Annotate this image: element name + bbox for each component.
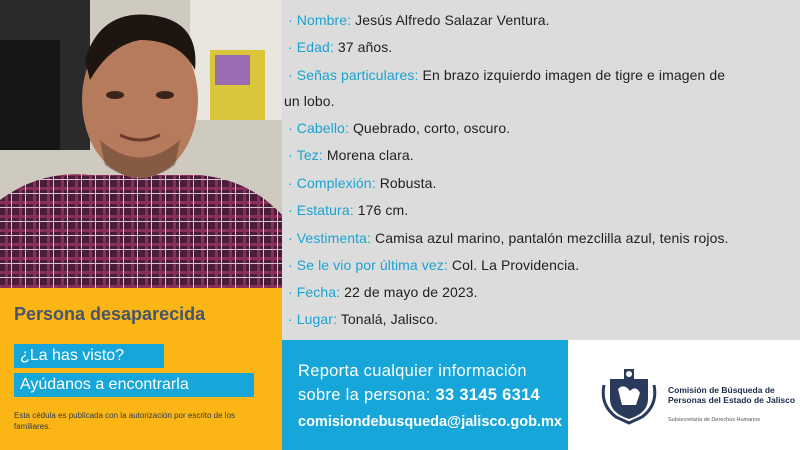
report-line-2: sobre la persona: 33 3145 6314 xyxy=(298,386,541,404)
details-panel xyxy=(282,0,800,340)
missing-person-photo xyxy=(0,0,282,288)
ayudanos-label: Ayúdanos a encontrarla xyxy=(14,373,254,397)
field-senas: · Señas particulares: En brazo izquierdo imagen de tigre e imagen de xyxy=(288,67,726,83)
phone-number: 33 3145 6314 xyxy=(435,386,541,404)
field-lugar: · Lugar: Tonalá, Jalisco. xyxy=(288,311,439,327)
org-subtitle: Subsecretaría de Derechos Humanos xyxy=(668,417,761,423)
field-estatura: · Estatura: 176 cm. xyxy=(288,202,409,218)
field-vestimenta: · Vestimenta: Camisa azul marino, pantalón mezclilla azul, tenis rojos. xyxy=(288,230,729,246)
report-panel xyxy=(282,340,568,450)
jalisco-seal-icon xyxy=(596,365,662,432)
org-name: Comisión de Búsqueda de Personas del Estado de Jalisco xyxy=(668,385,796,405)
field-tez: · Tez: Morena clara. xyxy=(288,147,414,163)
contact-email: comisiondebusqueda@jalisco.gob.mx xyxy=(298,414,562,430)
org-panel xyxy=(568,340,800,450)
field-fecha: · Fecha: 22 de mayo de 2023. xyxy=(288,284,478,300)
field-senas-cont: un lobo. xyxy=(284,93,335,109)
report-line-1: Reporta cualquier información xyxy=(298,362,527,380)
field-ultima-vez: · Se le vio por última vez: Col. La Providencia. xyxy=(288,257,580,273)
field-cabello: · Cabello: Quebrado, corto, oscuro. xyxy=(288,120,511,136)
field-nombre: · Nombre: Jesús Alfredo Salazar Ventura. xyxy=(288,12,550,28)
alert-panel xyxy=(0,288,282,450)
field-complexion: · Complexión: Robusta. xyxy=(288,175,437,191)
persona-desaparecida-heading: Persona desaparecida xyxy=(14,304,206,324)
authorization-note: Esta cédula es publicada con la autorización por escrito de los familiares. xyxy=(14,411,236,431)
has-visto-label: ¿La has visto? xyxy=(14,344,164,368)
field-edad: · Edad: 37 años. xyxy=(288,39,393,55)
